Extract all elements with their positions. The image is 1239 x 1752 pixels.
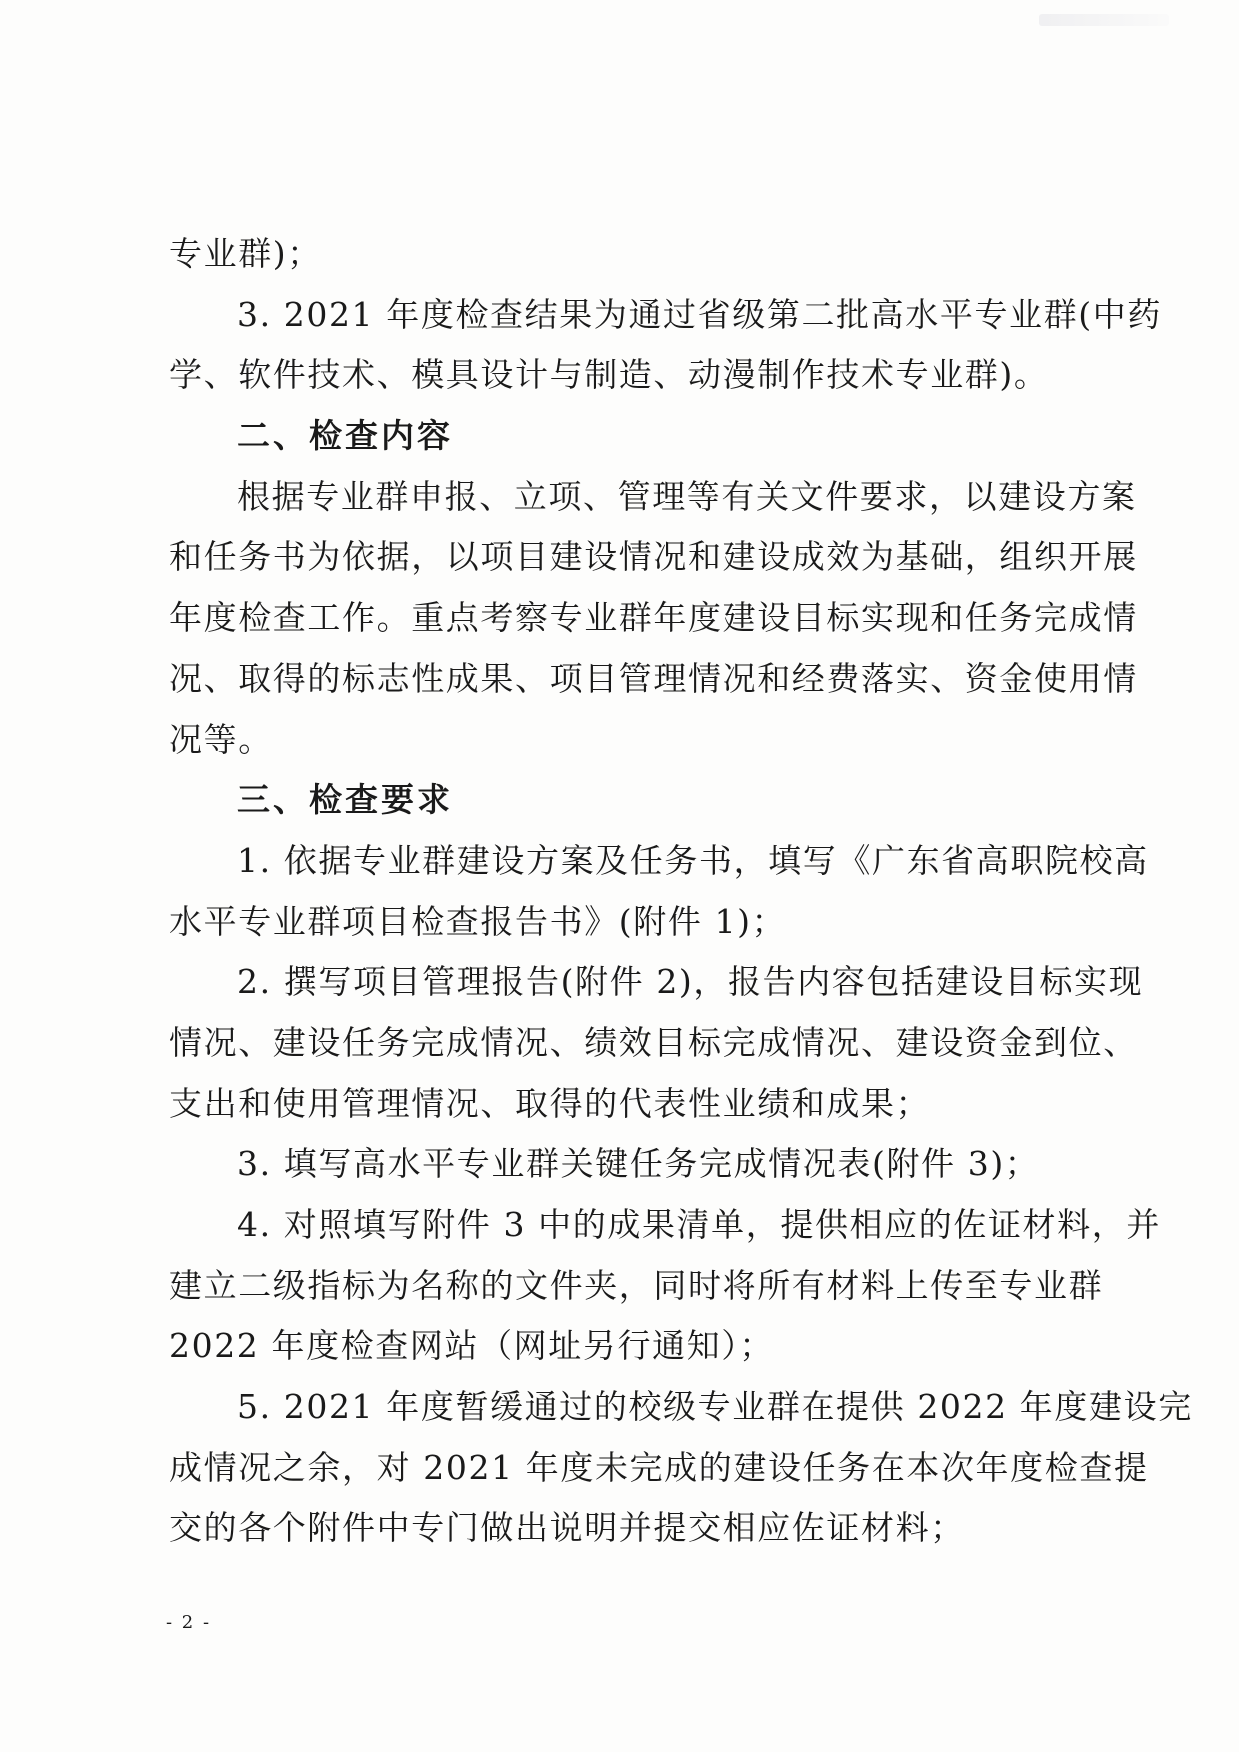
text-line: 水平专业群项目检查报告书》(附件 1)； <box>169 901 787 941</box>
text-line: 1. 依据专业群建设方案及任务书，填写《广东省高职院校高 <box>237 840 1149 880</box>
text-line: 专业群)； <box>169 234 322 273</box>
text-line: 根据专业群申报、立项、管理等有关文件要求，以建设方案 <box>237 476 1137 516</box>
text-line: 5. 2021 年度暂缓通过的校级专业群在提供 2022 年度建设完 <box>237 1387 1193 1427</box>
text-line: 2. 撰写项目管理报告(附件 2)，报告内容包括建设目标实现 <box>237 962 1144 1002</box>
text-line: 支出和使用管理情况、取得的代表性业绩和成果； <box>169 1083 931 1123</box>
page-number: - 2 - <box>166 1612 212 1633</box>
text-line: 2022 年度检查网站（网址另行通知）； <box>169 1326 774 1366</box>
scan-artifact <box>1039 14 1169 26</box>
text-line: 况、取得的标志性成果、项目管理情况和经费落实、资金使用情 <box>169 658 1138 698</box>
section-heading: 二、检查内容 <box>237 416 453 456</box>
text-line: 成情况之余，对 2021 年度未完成的建设任务在本次年度检查提 <box>169 1447 1149 1487</box>
text-line: 交的各个附件中专门做出说明并提交相应佐证材料； <box>169 1508 965 1548</box>
text-line: 学、软件技术、模具设计与制造、动漫制作技术专业群)。 <box>169 355 1049 395</box>
text-line: 年度检查工作。重点考察专业群年度建设目标实现和任务完成情 <box>169 598 1138 638</box>
document-body <box>169 224 1193 1559</box>
text-line: 况等。 <box>169 719 273 759</box>
text-line: 3. 2021 年度检查结果为通过省级第二批高水平专业群(中药 <box>237 294 1162 334</box>
section-heading: 三、检查要求 <box>237 780 453 820</box>
text-line: 建立二级指标为名称的文件夹，同时将所有材料上传至专业群 <box>169 1265 1104 1305</box>
text-line: 4. 对照填写附件 3 中的成果清单，提供相应的佐证材料，并 <box>237 1205 1161 1244</box>
text-line: 和任务书为依据，以项目建设情况和建设成效为基础，组织开展 <box>169 537 1138 577</box>
text-line: 3. 填写高水平专业群关键任务完成情况表(附件 3)； <box>237 1144 1040 1184</box>
text-line: 情况、建设任务完成情况、绩效目标完成情况、建设资金到位、 <box>169 1022 1138 1062</box>
